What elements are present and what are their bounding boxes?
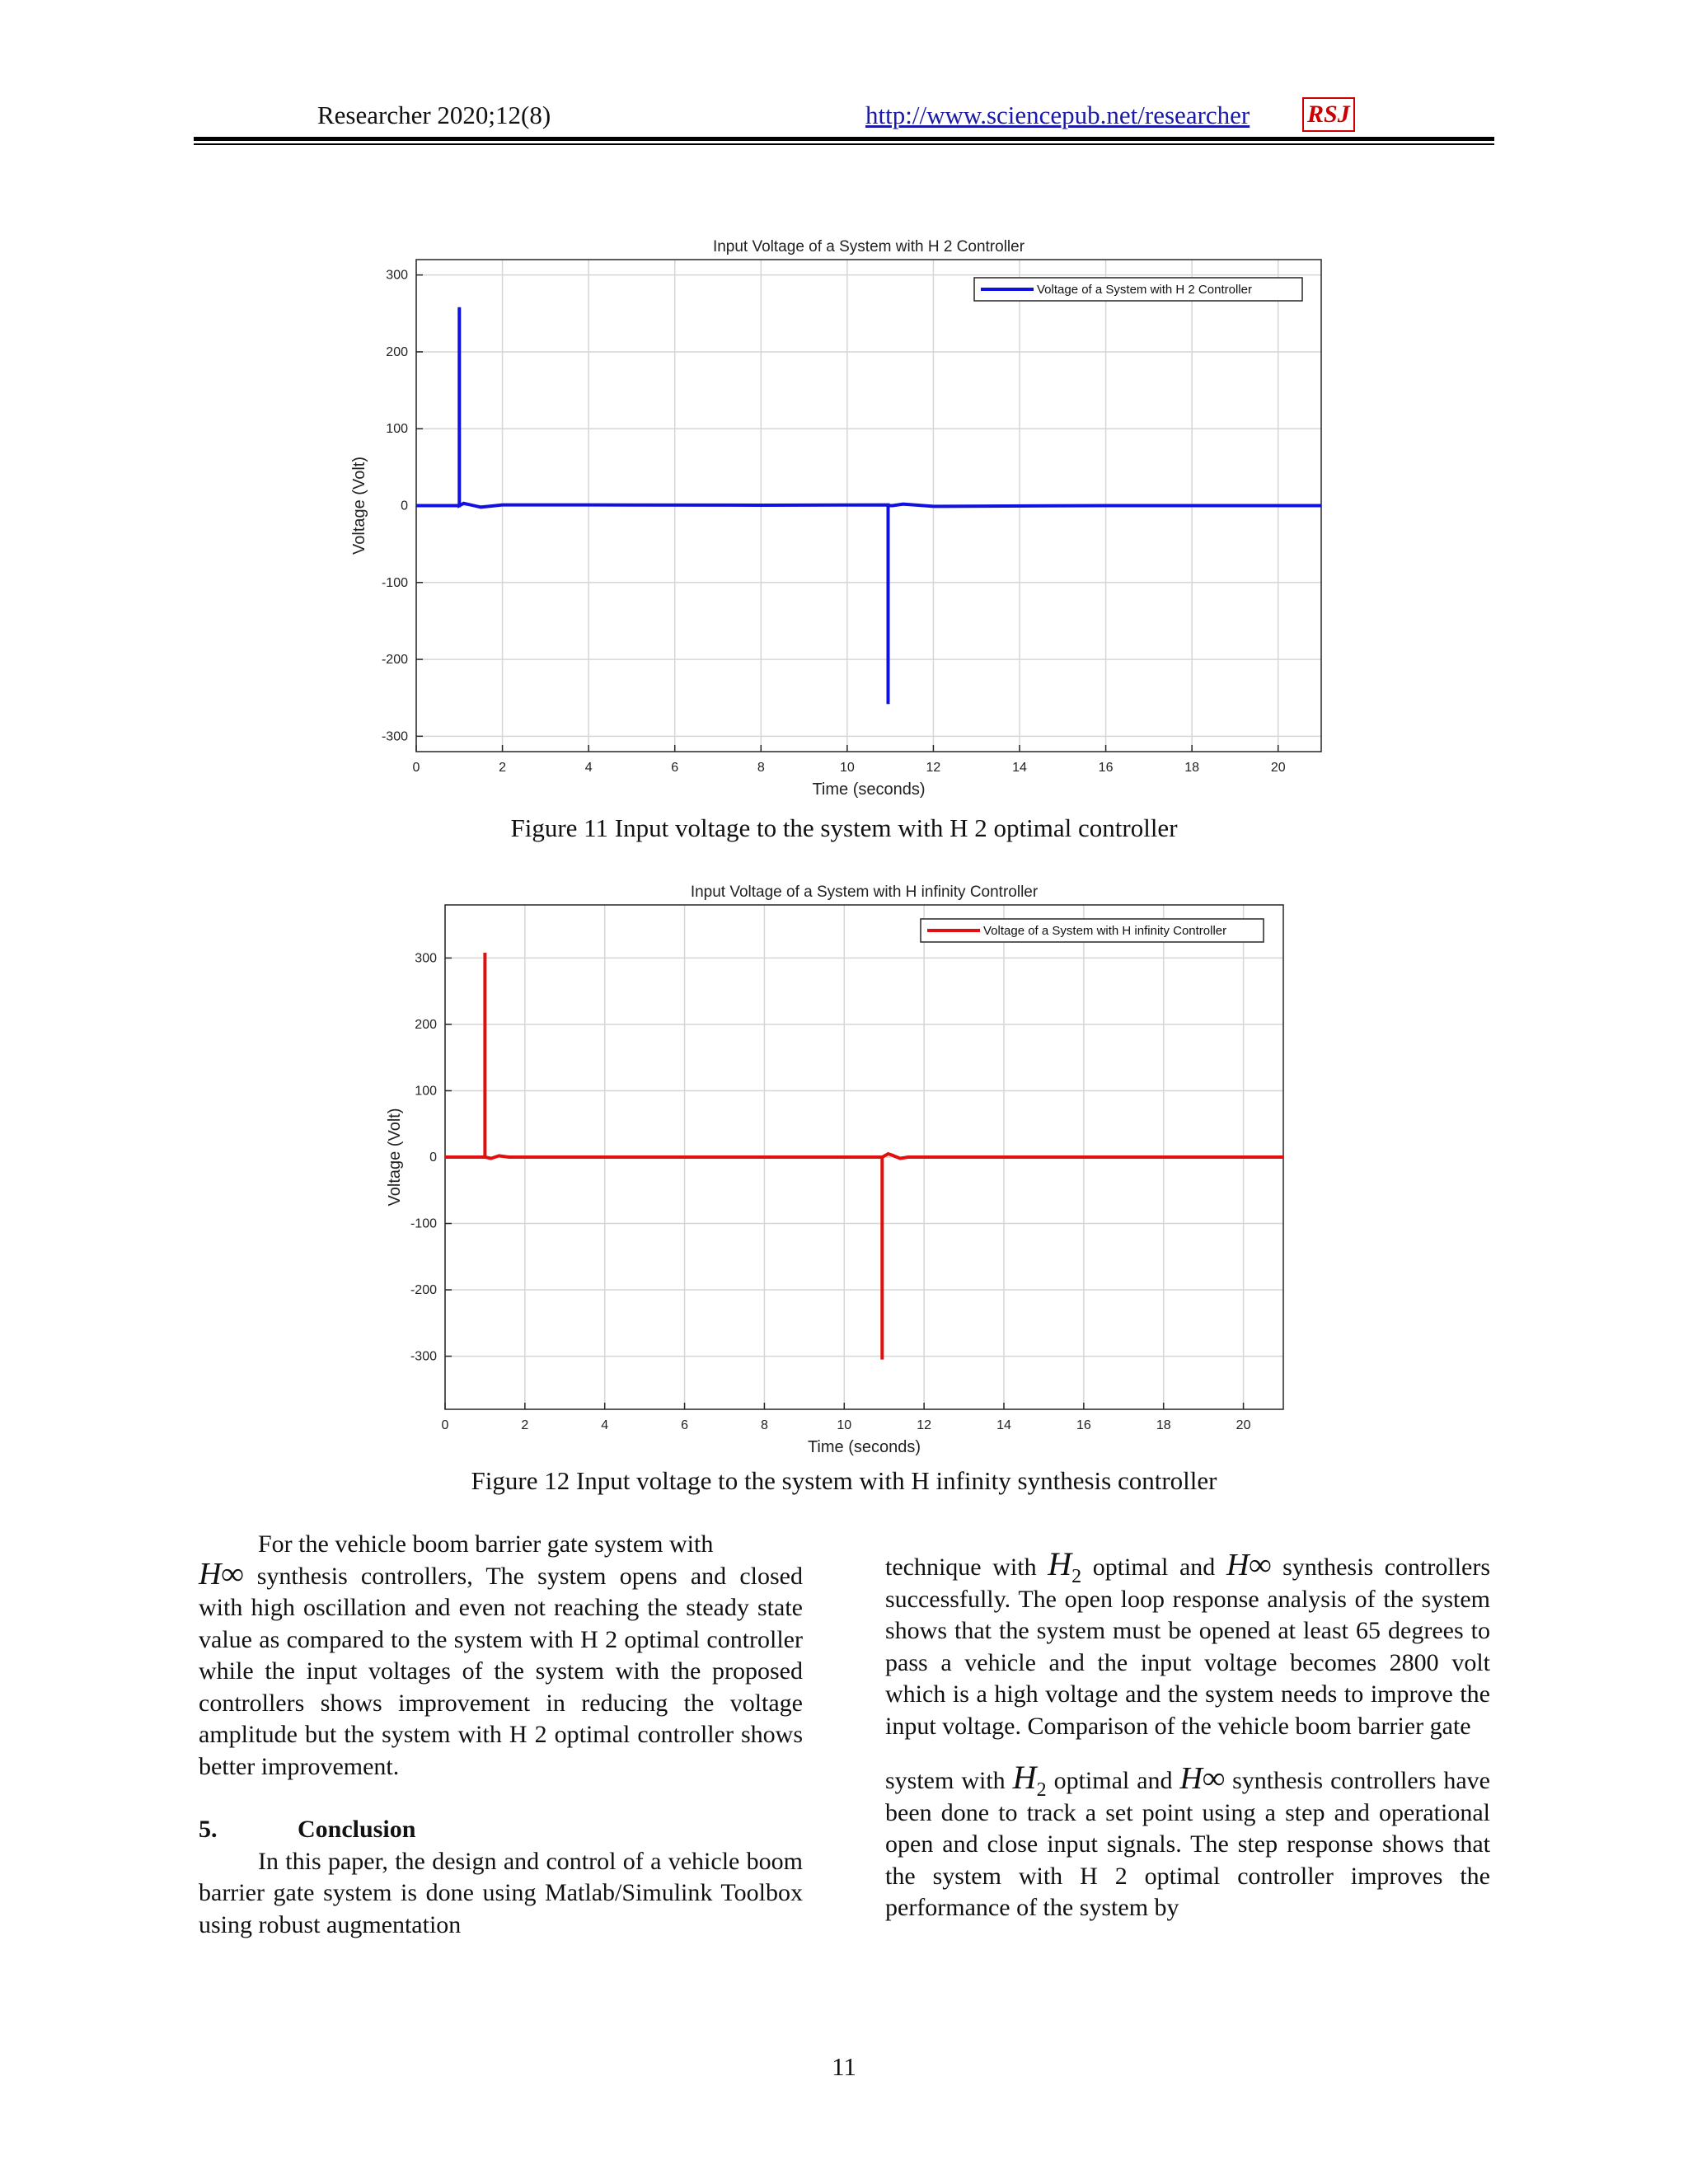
paragraph-intro-cont: [199, 1556, 803, 1783]
y-tick-label: 0: [429, 1151, 437, 1165]
x-tick-label: 2: [499, 761, 507, 775]
paragraph-intro: [199, 1529, 803, 1561]
figure-11-caption: Figure 11 Input voltage to the system with H 2 optimal controller: [510, 813, 1178, 842]
x-tick-label: 4: [584, 761, 593, 775]
legend-label: Voltage of a System with H 2 Controller: [1037, 283, 1252, 297]
journal-issue: Researcher 2020;12(8): [317, 101, 551, 129]
plot-area: [382, 260, 1321, 775]
y-tick-label: -100: [381, 575, 408, 590]
x-tick-label: 12: [917, 1418, 932, 1432]
y-axis-label: Voltage (Volt): [350, 457, 368, 555]
h-letter: H: [1012, 1759, 1037, 1796]
section-number: 5.: [199, 1816, 218, 1843]
h2-subscript: 2: [1071, 1566, 1082, 1587]
h2-symbol: [1048, 1545, 1082, 1587]
chart-title: Input Voltage of a System with H infinity Controller: [690, 883, 1039, 901]
journal-url-link[interactable]: http://www.sciencepub.net/researcher: [865, 101, 1250, 129]
y-tick-label: 100: [415, 1084, 437, 1099]
x-tick-label: 4: [601, 1418, 609, 1432]
x-tick-label: 10: [839, 761, 855, 775]
y-tick-label: -300: [381, 729, 408, 744]
left-column: [199, 1529, 803, 1941]
figure-11-chart: [338, 227, 1352, 804]
x-tick-label: 8: [760, 1418, 768, 1432]
section-title: Conclusion: [298, 1816, 416, 1843]
text-left-p2: In this paper, the design and control of a vehicle boom barrier gate system is done using Matlab/Simulink Toolbox using robust augmentation: [199, 1847, 803, 1938]
legend: [974, 278, 1302, 301]
text-right-b1: system with: [885, 1767, 1006, 1794]
text-right-b2: optimal and: [1053, 1767, 1173, 1794]
y-tick-label: 100: [386, 422, 408, 437]
y-axis-label: Voltage (Volt): [386, 1108, 404, 1207]
y-tick-label: 200: [386, 344, 408, 359]
y-tick-label: -200: [410, 1283, 437, 1298]
paragraph-conclusion: [199, 1846, 803, 1942]
text-left-p1: For the vehicle boom barrier gate system with: [258, 1530, 714, 1558]
page-number: 11: [832, 2052, 856, 2081]
x-tick-label: 0: [412, 761, 420, 775]
legend: [921, 919, 1264, 942]
x-tick-label: 14: [1012, 761, 1027, 775]
x-tick-label: 20: [1270, 761, 1286, 775]
x-tick-label: 16: [1076, 1418, 1091, 1432]
y-tick-label: -100: [410, 1216, 437, 1231]
x-tick-label: 8: [757, 761, 765, 775]
x-tick-label: 6: [671, 761, 679, 775]
y-tick-label: 200: [415, 1017, 437, 1032]
figure-12-chart: [375, 872, 1323, 1461]
x-axis-label: Time (seconds): [807, 1438, 921, 1456]
chart-title: Input Voltage of a System with H 2 Controller: [712, 238, 1025, 255]
text-right-b3: synthesis controllers have been done to track a set point using a step and operational open and close input signals. The step response shows that the system with H 2 optimal controller improves the performance of the system by: [885, 1767, 1491, 1921]
y-tick-label: -200: [381, 653, 408, 668]
x-tick-label: 20: [1236, 1418, 1251, 1432]
x-tick-label: 2: [521, 1418, 529, 1432]
y-tick-label: -300: [410, 1349, 437, 1364]
figure-12-caption: Figure 12 Input voltage to the system with H infinity synthesis controller: [471, 1466, 1217, 1495]
text-right-a3: synthesis controllers successfully. The open loop response analysis of the system shows that the system must be opened at least 65 degrees to pass a vehicle and the input voltage becomes 2800 volt which is a high voltage and the system needs to improve the input voltage. Comparison of the vehicle boom barrier gate: [885, 1554, 1491, 1740]
running-header: [0, 97, 1688, 138]
header-rule-thin: [194, 143, 1494, 145]
h2-symbol: [1012, 1759, 1047, 1801]
x-tick-label: 18: [1184, 761, 1200, 775]
rsj-badge: RSJ: [1302, 97, 1355, 132]
h-infinity-symbol: H∞: [1179, 1761, 1226, 1796]
paragraph-comparison: [885, 1742, 1490, 1924]
x-tick-label: 14: [996, 1418, 1011, 1432]
plot-area: [410, 905, 1283, 1432]
section-heading-conclusion: [199, 1814, 803, 1846]
y-tick-label: 300: [386, 268, 408, 283]
h-infinity-symbol: H∞: [1226, 1548, 1272, 1582]
h-infinity-symbol: H∞: [199, 1556, 244, 1591]
x-axis-label: Time (seconds): [812, 780, 926, 799]
x-tick-label: 16: [1098, 761, 1114, 775]
h2-subscript: 2: [1036, 1779, 1047, 1801]
text-right-a2: optimal and: [1092, 1554, 1216, 1581]
x-tick-label: 0: [441, 1418, 449, 1432]
y-tick-label: 0: [401, 499, 408, 513]
figure-12-svg: [375, 872, 1323, 1461]
right-column: [885, 1529, 1490, 1924]
text-right-a1: technique with: [885, 1554, 1037, 1581]
text-left-p1b: synthesis controllers, The system opens and closed with high oscillation and even not reaching the steady state value as compared to the system with H 2 optimal controller while the input voltages of the system with the proposed controllers shows improvement in reducing the voltage amplitude but the system with H 2 optimal controller shows better improvement.: [199, 1562, 803, 1780]
x-tick-label: 10: [837, 1418, 852, 1432]
x-tick-label: 6: [681, 1418, 689, 1432]
figure-11-svg: [338, 227, 1352, 804]
y-tick-label: 300: [415, 951, 437, 966]
h-letter: H: [1048, 1545, 1072, 1582]
legend-label: Voltage of a System with H infinity Controller: [983, 924, 1227, 938]
x-tick-label: 12: [926, 761, 941, 775]
paragraph-technique: [885, 1529, 1490, 1742]
header-rule: [194, 137, 1494, 141]
x-tick-label: 18: [1156, 1418, 1171, 1432]
